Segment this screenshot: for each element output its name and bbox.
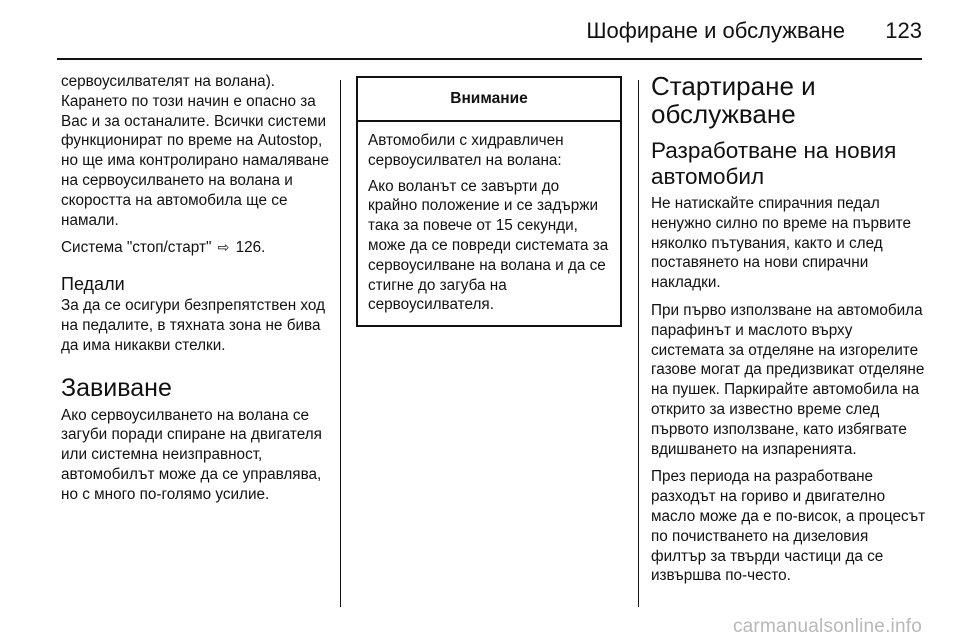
warning-paragraph-2: Ако воланът се завърти до крайно положение и се задържи така за повече от 15 секунди, може да се повреди системата за сервоусилване на волана и да се стигне до загуба на сервоусилвателя. [368,177,609,314]
column-divider-left [340,80,341,607]
watermark: carmanualsonline.info [732,616,922,637]
pedals-heading: Педали [61,274,125,295]
steering-paragraph: Ако сервоусилването на волана се загуби поради спиране на двигателя или системна неизправност, автомобилът може да се управлява, но с много по-голямо усилие. [61,406,322,503]
xref-text: Система "стоп/старт" [61,239,212,257]
warning-title: Внимание [358,78,620,122]
page-number: 123 [885,18,922,43]
warning-body [358,122,620,325]
pedals-paragraph: За да се осигури безпрепятствен ход на педалите, в тяхната зона не бива да има никакви стелки. [61,297,326,354]
right-column [651,72,926,594]
header-rule [57,58,922,60]
breakin-paragraph-3: През периода на разработване разходът на гориво и двигателно масло може да е по-висок, а процесът по почистването на дизеловия филтър за твърди частици да се извършва по-често. [651,468,926,585]
breakin-paragraph-2: При първо използване на автомобила парафинът и маслото върху системата за отделяне на изгорелите газове могат да предизвикат отделяне на пушек. Паркирайте автомобила на открито за известно време след първото използване, като избягвате вдишването на изпаренията. [651,301,925,458]
warning-paragraph-1: Автомобили с хидравличен сервоусилвател на волана: [368,132,564,169]
left-column [61,72,329,513]
column-divider-right [638,80,639,607]
intro-paragraph: сервоусилвателят на волана). Карането по този начин е опасно за Вас и за останалите. Всички системи функционират по време на Autostop, но ще има контролирано намаляване на сервоусилването на волана и скоростта на автомобила ще се намали. [61,73,329,229]
page-header [0,0,960,60]
xref-page-link[interactable]: 126. [235,239,266,257]
breakin-paragraph-1: Не натискайте спирачния педал ненужно силно по време на първите няколко пътувания, както и след поставянето на нови спирачни накладки. [651,195,912,292]
header-title: Шофиране и обслужване [586,18,845,43]
subsection-title: Разработване на новия автомобил [651,138,897,189]
xref-arrow-icon: ⇨ [217,239,230,256]
steering-heading: Завиване [61,373,172,402]
section-title: Стартиране и обслужване [651,71,816,129]
warning-box [356,76,622,327]
xref-paragraph [61,238,329,258]
